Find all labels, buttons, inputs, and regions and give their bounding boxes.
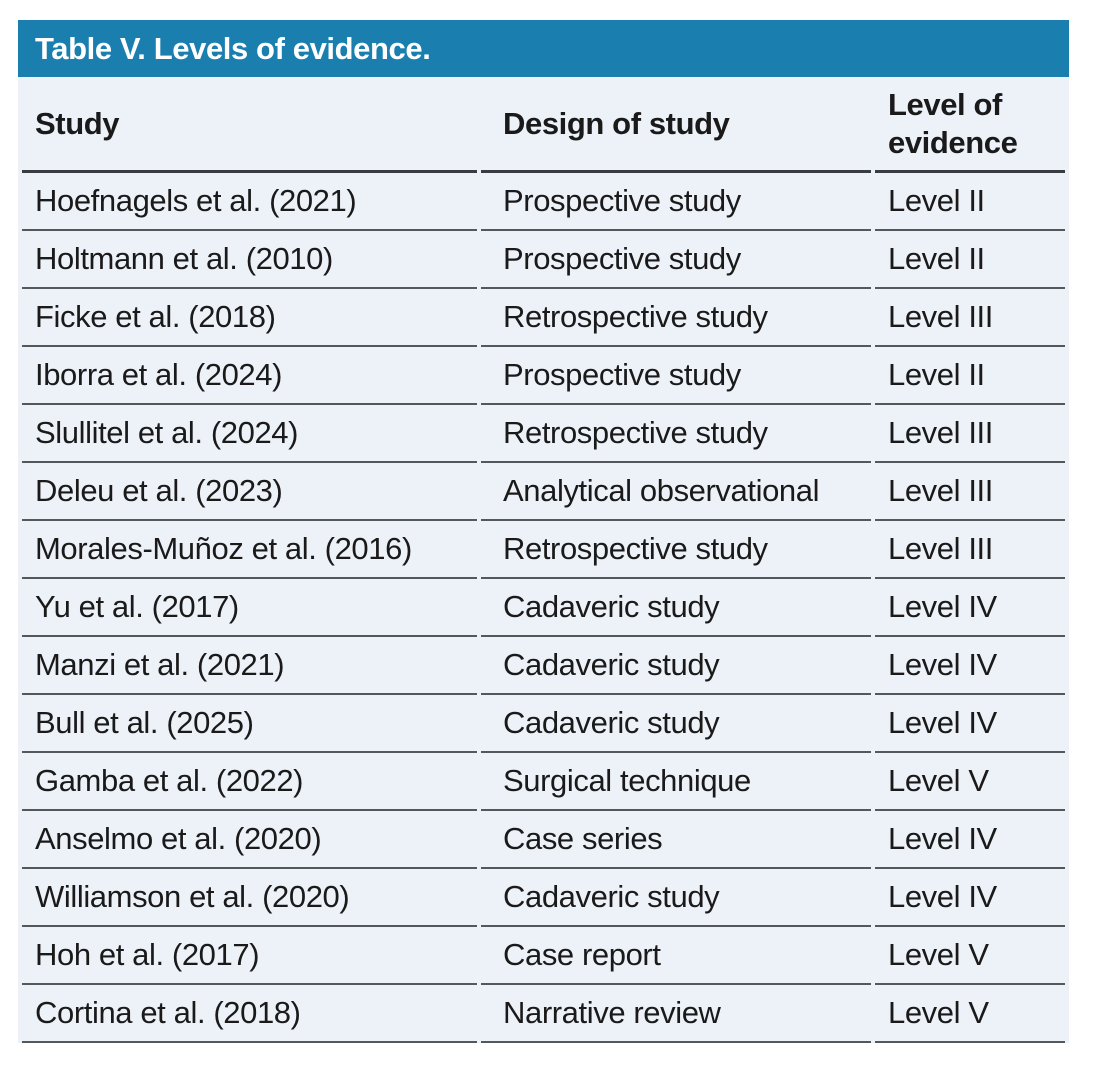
design-cell: Narrative review [481,985,871,1043]
table-row [22,347,1065,405]
study-cell: Yu et al. (2017) [22,579,477,637]
column-header-level: Level of evidence [875,77,1065,173]
study-cell: Hoh et al. (2017) [22,927,477,985]
column-header-study: Study [22,77,477,173]
design-cell: Case report [481,927,871,985]
design-cell: Surgical technique [481,753,871,811]
design-cell: Cadaveric study [481,637,871,695]
design-cell: Retrospective study [481,521,871,579]
header-row [22,77,1065,173]
table-row [22,521,1065,579]
study-cell: Hoefnagels et al. (2021) [22,173,477,231]
study-cell: Bull et al. (2025) [22,695,477,753]
level-cell: Level V [875,985,1065,1043]
table-header [22,77,1065,173]
study-cell: Morales-Muñoz et al. (2016) [22,521,477,579]
study-cell: Williamson et al. (2020) [22,869,477,927]
table-title-bar [18,20,1069,77]
design-cell: Case series [481,811,871,869]
level-cell: Level II [875,173,1065,231]
level-cell: Level IV [875,869,1065,927]
level-cell: Level IV [875,811,1065,869]
study-cell: Cortina et al. (2018) [22,985,477,1043]
study-cell: Anselmo et al. (2020) [22,811,477,869]
table-row [22,231,1065,289]
study-cell: Slullitel et al. (2024) [22,405,477,463]
table-row [22,985,1065,1043]
level-cell: Level IV [875,637,1065,695]
table-row [22,811,1065,869]
table-row [22,637,1065,695]
table-row [22,405,1065,463]
level-cell: Level V [875,753,1065,811]
study-cell: Deleu et al. (2023) [22,463,477,521]
table-row [22,695,1065,753]
level-cell: Level III [875,289,1065,347]
study-cell: Iborra et al. (2024) [22,347,477,405]
table-row [22,869,1065,927]
level-cell: Level III [875,405,1065,463]
design-cell: Prospective study [481,347,871,405]
design-cell: Analytical observational [481,463,871,521]
design-cell: Prospective study [481,173,871,231]
design-cell: Retrospective study [481,289,871,347]
design-cell: Cadaveric study [481,869,871,927]
level-cell: Level V [875,927,1065,985]
design-cell: Retrospective study [481,405,871,463]
level-cell: Level III [875,463,1065,521]
table-row [22,289,1065,347]
study-cell: Gamba et al. (2022) [22,753,477,811]
evidence-table-container [18,20,1069,1043]
design-cell: Cadaveric study [481,695,871,753]
table-body [22,173,1065,1043]
level-cell: Level II [875,347,1065,405]
table-row [22,753,1065,811]
table-row [22,463,1065,521]
level-cell: Level IV [875,579,1065,637]
levels-of-evidence-table [18,77,1069,1043]
table-row [22,579,1065,637]
level-cell: Level IV [875,695,1065,753]
study-cell: Ficke et al. (2018) [22,289,477,347]
table-title: Table V. Levels of evidence. [35,30,431,66]
table-row [22,173,1065,231]
table-row [22,927,1065,985]
design-cell: Prospective study [481,231,871,289]
study-cell: Holtmann et al. (2010) [22,231,477,289]
level-cell: Level II [875,231,1065,289]
study-cell: Manzi et al. (2021) [22,637,477,695]
design-cell: Cadaveric study [481,579,871,637]
level-cell: Level III [875,521,1065,579]
column-header-design: Design of study [481,77,871,173]
